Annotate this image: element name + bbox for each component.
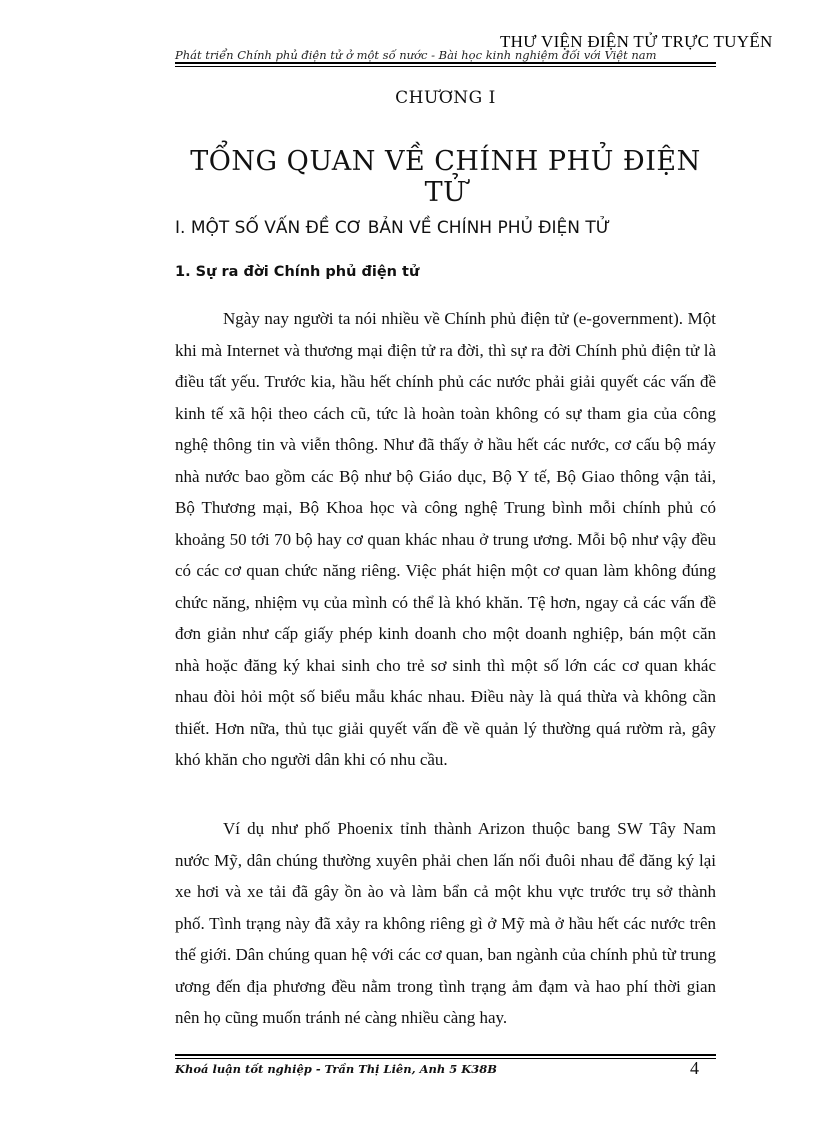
body-paragraph-1: Ngày nay người ta nói nhiều về Chính phủ điện tử (e-government). Một khi mà Internet và thương mại điện tử ra đời, thì sự ra đời Chính phủ điện tử là điều tất yếu. Trước kia, hầu hết chính phủ các nước phải giải quyết các vấn đề kinh tế xã hội theo cách cũ, tức là hoàn toàn không có sự tham gia của công nghệ thông tin và viễn thông. Như đã thấy ở hầu hết các nước, cơ cấu bộ máy nhà nước bao gồm các Bộ như bộ Giáo dục, Bộ Y tế, Bộ Giao thông vận tải, Bộ Thương mại, Bộ Khoa học và công nghệ Trung bình mỗi chính phủ có khoảng 50 tới 70 bộ hay cơ quan khác nhau ở trung ương. Mỗi bộ như vậy đều có các cơ quan chức năng riêng. Việc phát hiện một cơ quan làm không đúng chức năng, nhiệm vụ của mình có thể là khó khăn. Tệ hơn, ngay cả các vấn đề đơn giản như cấp giấy phép kinh doanh cho một doanh nghiệp, bán một căn nhà hoặc đăng ký khai sinh cho trẻ sơ sinh thì một số lớn các cơ quan khác nhau đòi hỏi một số biểu mẫu khác nhau. Điều này là quá thừa và không cần thiết. Hơn nữa, thủ tục giải quyết vấn đề về quản lý thường quá rườm rà, gây khó khăn cho người dân khi có nhu cầu. [175,309,716,769]
library-watermark: THƯ VIỆN ĐIỆN TỬ TRỰC TUYẾN [500,32,773,51]
header-rule-thick [175,62,716,64]
footer-text: Khoá luận tốt nghiệp - Trần Thị Liên, Anh 5 K38B [175,1062,497,1076]
section-heading: I. MỘT SỐ VẤN ĐỀ CƠ BẢN VỀ CHÍNH PHỦ ĐIỆN TỬ [175,218,611,238]
body-paragraph-2: Ví dụ như phố Phoenix tỉnh thành Arizon thuộc bang SW Tây Nam nước Mỹ, dân chúng thường xuyên phải chen lấn nối đuôi nhau để đăng ký lại xe hơi và xe tải đã gây ồn ào và làm bẩn cả một khu vực trước trụ sở thành phố. Tình trạng này đã xảy ra không riêng gì ở Mỹ mà ở hầu hết các nước trên thế giới. Dân chúng quan hệ với các cơ quan, ban ngành của chính phủ từ trung ương đến địa phương đều nằm trong tình trạng ảm đạm và hao phí thời gian nên họ cũng muốn tránh né càng nhiều càng hay. [175,819,716,1027]
chapter-title: TỔNG QUAN VỀ CHÍNH PHỦ ĐIỆN TỬ [190,146,701,208]
page-number: 4 [690,1058,699,1078]
subsection-heading: 1. Sự ra đời Chính phủ điện tử [175,264,420,280]
footer-rule-thick [175,1054,716,1056]
chapter-label: CHƯƠNG I [395,88,496,108]
running-header-title: Phát triển Chính phủ điện tử ở một số nước - Bài học kinh nghiệm đối với Việt nam [175,48,657,62]
footer-rule-thin [175,1058,716,1059]
header-rule-thin [175,66,716,67]
